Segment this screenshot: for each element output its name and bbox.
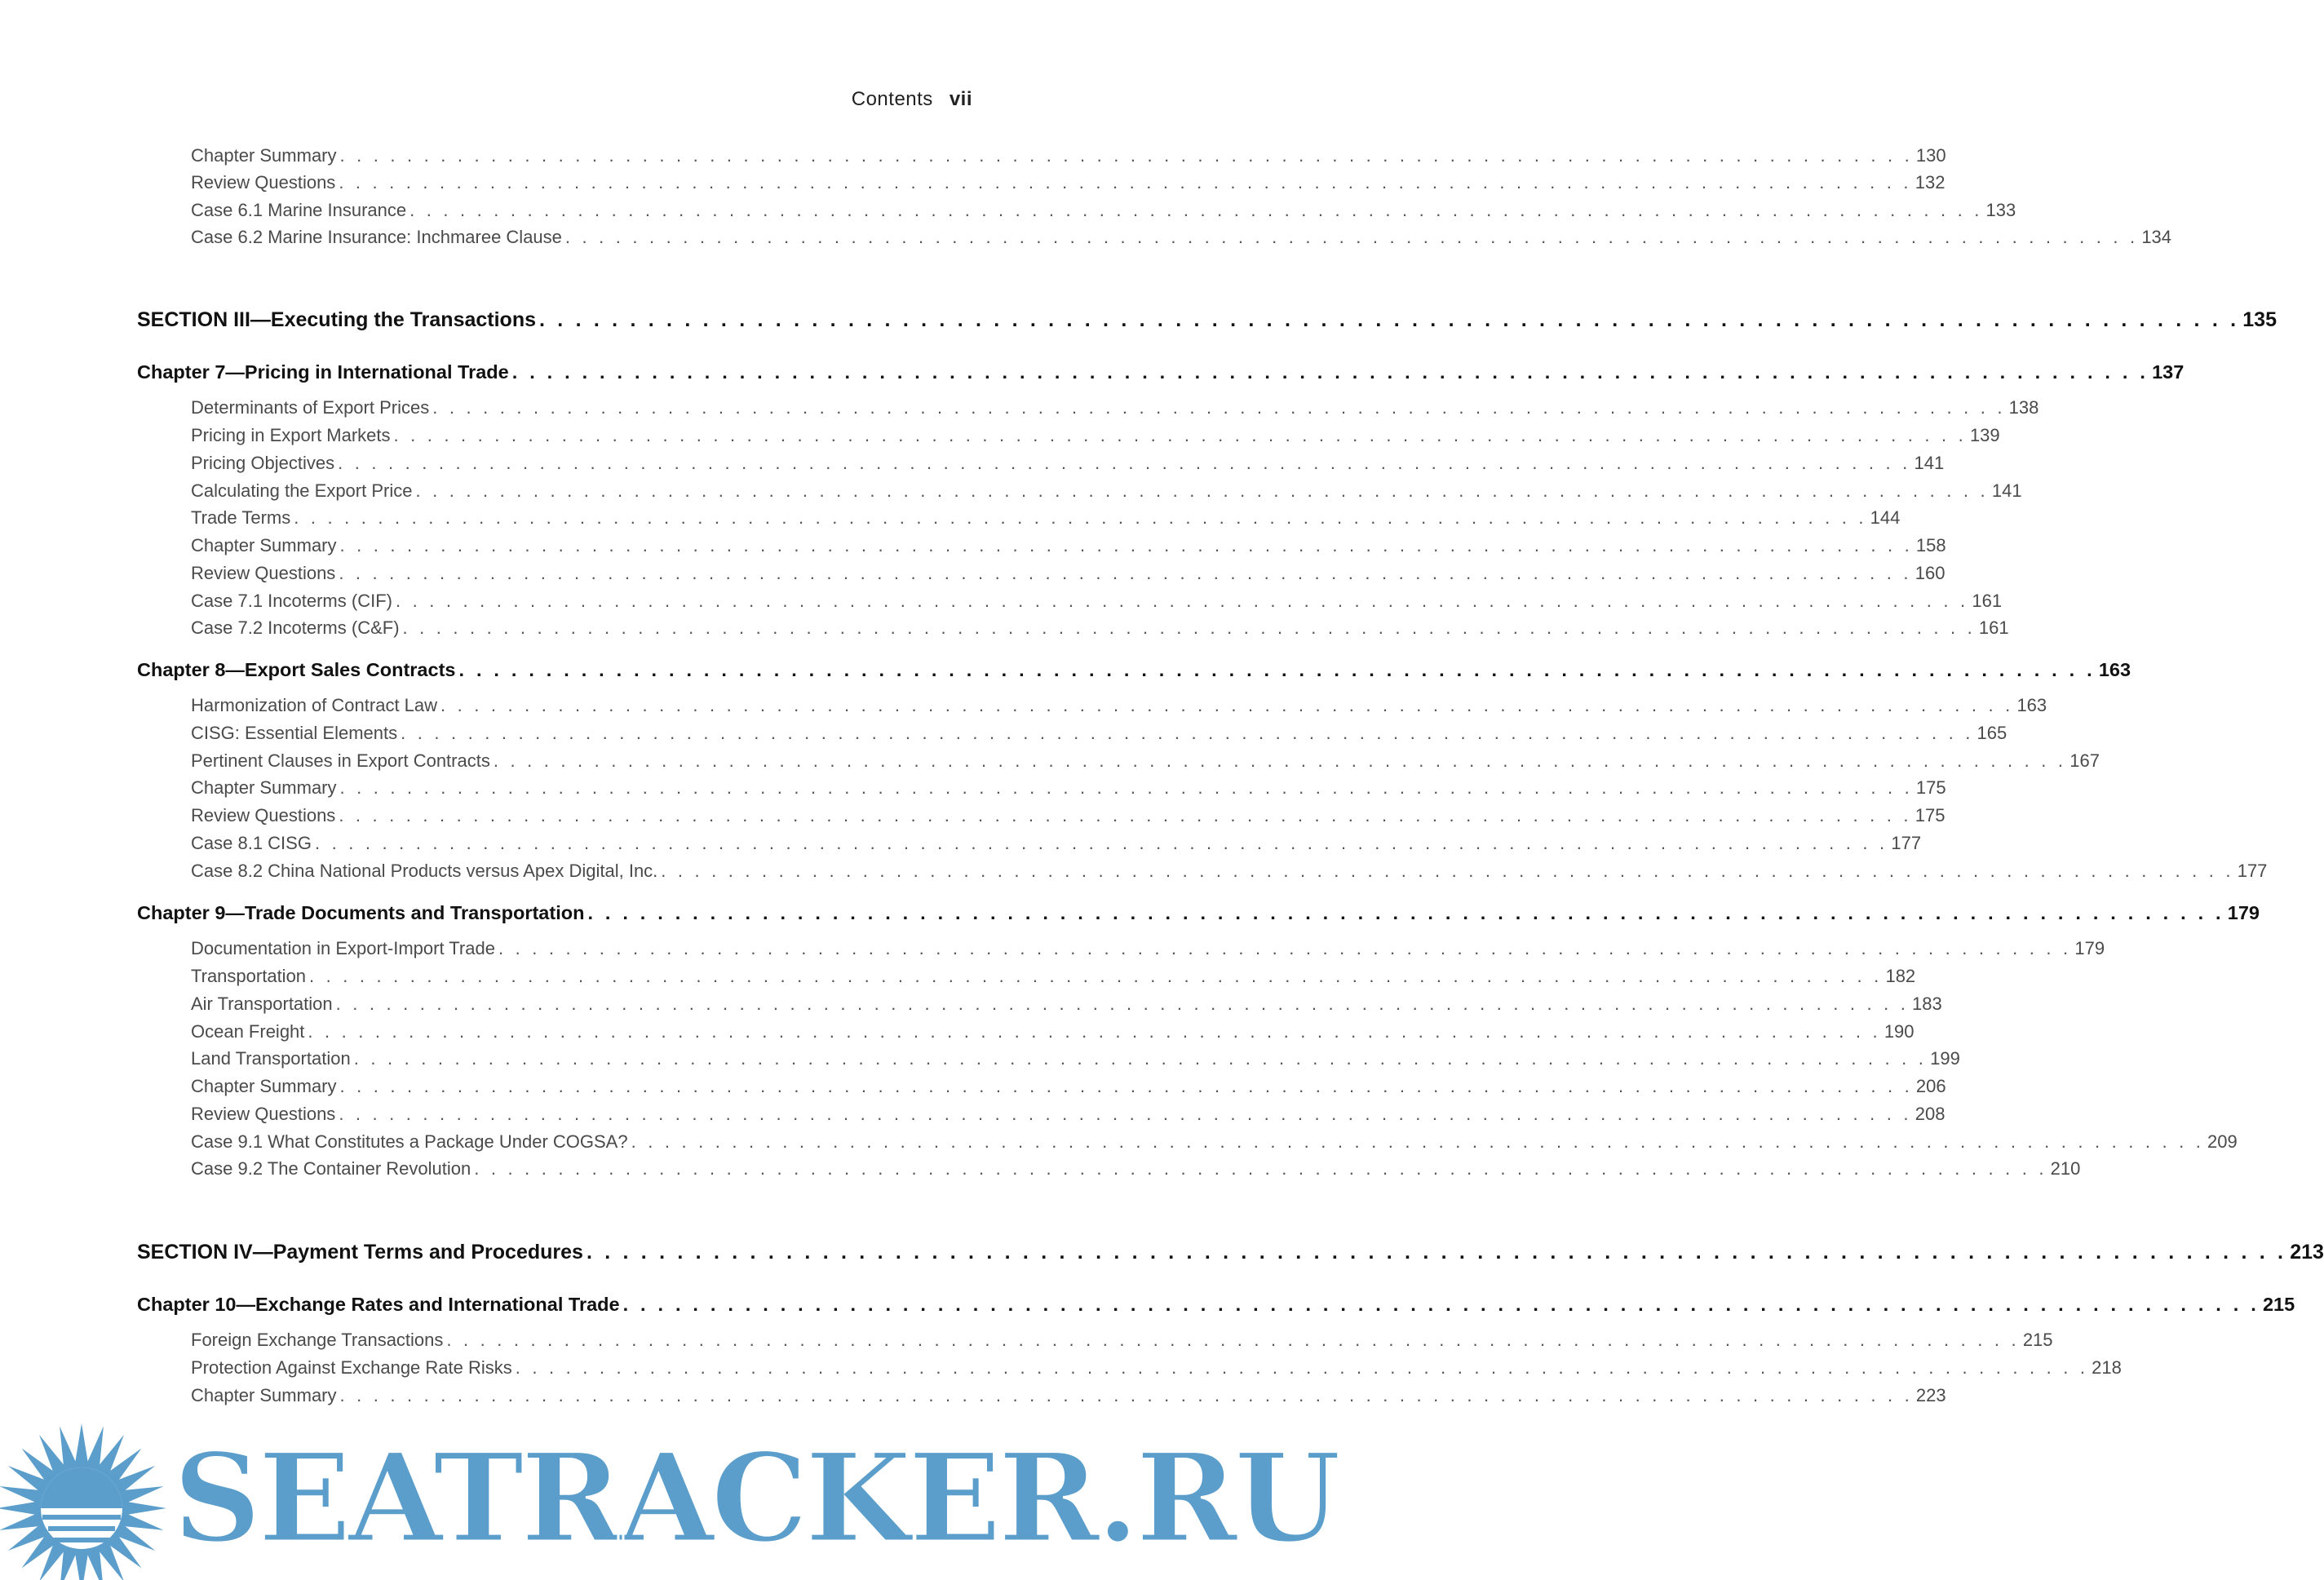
toc-entry (137, 453, 1945, 474)
toc-title: Land Transportation (191, 1048, 351, 1069)
dot-leader (661, 861, 2233, 882)
toc-title: Harmonization of Contract Law (191, 695, 438, 715)
toc-title: Pertinent Clauses in Export Contracts (191, 750, 490, 771)
dot-leader (494, 750, 2066, 772)
toc-title: Chapter Summary (191, 777, 337, 798)
toc-page-number: 213 (2290, 1241, 2324, 1264)
toc-entry (137, 397, 2039, 418)
toc-page-number: 208 (1915, 1104, 1946, 1124)
dot-leader (516, 1357, 2088, 1379)
toc-title: Review Questions (191, 563, 336, 583)
toc-entry (137, 1021, 1915, 1042)
header-label: Contents (851, 88, 933, 110)
dot-leader (623, 1294, 2260, 1316)
toc-entry (137, 1104, 1946, 1125)
toc-page-number: 206 (1915, 1076, 1946, 1096)
toc-page-number: 179 (2227, 902, 2260, 923)
toc-page-number: 161 (1972, 591, 2003, 611)
toc-chapter (137, 361, 2185, 383)
toc-page-number: 218 (2092, 1357, 2122, 1378)
toc-entry (137, 591, 2003, 612)
toc-title: Chapter Summary (191, 1076, 337, 1096)
toc-entry (137, 1330, 2053, 1351)
dot-leader (340, 1385, 1913, 1406)
toc-title (137, 308, 539, 332)
toc-page-number: 177 (2237, 861, 2268, 881)
dot-leader (309, 966, 1882, 987)
toc-entry (137, 723, 2007, 744)
toc-entry (137, 227, 2172, 248)
toc-entry (137, 1076, 1946, 1097)
watermark-text: SEATRACKER.RU (173, 1427, 1338, 1570)
toc-title: Pricing in Export Markets (191, 425, 391, 445)
toc-entry (137, 617, 2009, 639)
toc-title: Case 8.2 China National Products versus Apex Digital, Inc. (191, 861, 658, 881)
toc-page-number: 167 (2069, 750, 2100, 771)
toc-title: Chapter Summary (191, 535, 337, 555)
dot-leader (565, 227, 2138, 248)
dot-leader (294, 507, 1866, 529)
toc-title: Documentation in Export-Import Trade (191, 938, 495, 958)
dot-leader (432, 397, 2005, 418)
dot-leader (396, 591, 1968, 612)
dot-leader (315, 833, 1888, 854)
toc-title: Review Questions (191, 172, 336, 193)
toc-entry (137, 200, 2016, 221)
dot-leader (631, 1131, 2204, 1153)
toc-title: Chapter 9—Trade Documents and Transportation (137, 902, 585, 923)
dot-leader (340, 145, 1913, 166)
toc-title: Case 7.1 Incoterms (CIF) (191, 591, 392, 611)
toc-entry (137, 695, 2047, 716)
toc-entry (137, 535, 1946, 556)
toc-section (137, 308, 2277, 332)
toc-entry (137, 480, 2022, 502)
toc-page-number: 165 (1977, 723, 2007, 743)
toc-title: Air Transportation (191, 994, 333, 1014)
dot-leader (440, 695, 2013, 716)
toc-page-number: 161 (1978, 617, 2009, 638)
toc-title: Case 9.2 The Container Revolution (191, 1158, 471, 1179)
toc-page-number: 209 (2207, 1131, 2238, 1152)
toc-page-number: 223 (1915, 1385, 1946, 1405)
toc-page-number: 199 (1930, 1048, 1960, 1069)
toc-entry (137, 1048, 1960, 1069)
dot-leader (539, 308, 2239, 332)
toc-page-number: 215 (2022, 1330, 2053, 1350)
toc-page-number: 163 (2016, 695, 2047, 715)
dot-leader (409, 200, 1982, 221)
header-page-number: vii (949, 88, 972, 110)
toc-entry (137, 145, 1946, 166)
toc-page-number: 144 (1870, 507, 1901, 528)
toc-entry (137, 1385, 1946, 1406)
toc-page-number: 163 (2098, 659, 2131, 680)
toc-page-number: 141 (1914, 453, 1945, 473)
toc-title: Calculating the Export Price (191, 480, 413, 501)
dot-leader (339, 1104, 1911, 1125)
toc-title: CISG: Essential Elements (191, 723, 398, 743)
dot-leader (340, 535, 1913, 556)
toc-page-number: 160 (1915, 563, 1946, 583)
dot-leader (308, 1021, 1880, 1042)
toc-title: Trade Terms (191, 507, 291, 528)
toc-entry (137, 172, 1946, 193)
dot-leader (403, 617, 1976, 639)
toc-entry (137, 777, 1946, 799)
toc-page-number: 175 (1915, 777, 1946, 798)
toc-page-number: 183 (1912, 994, 1942, 1014)
dot-leader (338, 453, 1910, 474)
toc-entry (137, 750, 2100, 772)
toc-entry (137, 425, 2000, 446)
toc-title: Foreign Exchange Transactions (191, 1330, 444, 1350)
toc-title: Chapter 7—Pricing in International Trade (137, 361, 509, 383)
dot-leader (587, 1241, 2286, 1264)
toc-page-number: 190 (1884, 1021, 1915, 1042)
toc-chapter (137, 1294, 2295, 1316)
toc-page-number: 179 (2074, 938, 2105, 958)
toc-entry (137, 1158, 2081, 1179)
toc-title: Chapter Summary (191, 145, 337, 166)
toc-page-number: 134 (2141, 227, 2172, 247)
toc-title: Pricing Objectives (191, 453, 335, 473)
toc-page-number: 175 (1915, 805, 1946, 825)
dot-leader (587, 902, 2224, 924)
toc-page-number: 158 (1915, 535, 1946, 555)
toc-page-number: 137 (2152, 361, 2185, 383)
toc-chapter (137, 902, 2260, 924)
toc-page-number: 141 (1991, 480, 2022, 501)
toc-title (137, 1241, 587, 1264)
toc-chapter (137, 659, 2131, 681)
dot-leader (474, 1158, 2047, 1179)
dot-leader (339, 563, 1911, 584)
toc-title: Case 8.1 CISG (191, 833, 312, 853)
dot-leader (354, 1048, 1927, 1069)
toc-section (137, 1241, 2324, 1264)
toc-entry (137, 1357, 2122, 1379)
toc-page-number: 210 (2050, 1158, 2081, 1179)
running-header (852, 88, 972, 111)
toc-entry (137, 1131, 2238, 1153)
toc-page-number: 182 (1885, 966, 1916, 986)
toc-title: Ocean Freight (191, 1021, 305, 1042)
toc-page-number: 132 (1915, 172, 1946, 193)
section-label: SECTION IV (137, 1241, 253, 1264)
dot-leader (446, 1330, 2019, 1351)
dot-leader (394, 425, 1967, 446)
toc-title: Case 6.1 Marine Insurance (191, 200, 407, 220)
dot-leader (339, 805, 1911, 826)
dot-leader (415, 480, 1988, 502)
toc-title: Determinants of Export Prices (191, 397, 430, 418)
toc-title: Chapter 10—Exchange Rates and International Trade (137, 1294, 620, 1315)
section-label: SECTION III (137, 308, 250, 331)
dot-leader (401, 723, 1973, 744)
toc-entry (137, 805, 1946, 826)
toc-page-number: 130 (1915, 145, 1946, 166)
toc-entry (137, 861, 2268, 882)
toc-entry (137, 563, 1946, 584)
dot-leader (498, 938, 2071, 959)
toc-title: Review Questions (191, 805, 336, 825)
toc-entry (137, 833, 1922, 854)
dot-leader (339, 172, 1911, 193)
toc-title: Case 6.2 Marine Insurance: Inchmaree Clause (191, 227, 562, 247)
toc-page-number: 139 (1969, 425, 2000, 445)
dot-leader (336, 994, 1909, 1015)
toc-title: Chapter 8—Export Sales Contracts (137, 659, 456, 680)
toc-entry (137, 966, 1916, 987)
toc-title: Chapter Summary (191, 1385, 337, 1405)
toc-page-number: 177 (1891, 833, 1922, 853)
section-title: —Payment Terms and Procedures (252, 1241, 583, 1264)
toc-title: Case 9.1 What Constitutes a Package Under COGSA? (191, 1131, 628, 1152)
dot-leader (458, 659, 2095, 681)
dot-leader (340, 777, 1913, 799)
dot-leader (340, 1076, 1913, 1097)
toc-page-number: 135 (2242, 308, 2277, 331)
toc-page-number: 133 (1985, 200, 2016, 220)
toc-page-number: 138 (2008, 397, 2039, 418)
toc-entry (137, 507, 1901, 529)
toc-page-number: 215 (2262, 1294, 2295, 1315)
toc-title: Review Questions (191, 1104, 336, 1124)
toc-entry (137, 994, 1942, 1015)
dot-leader (512, 361, 2149, 383)
toc-title: Case 7.2 Incoterms (C&F) (191, 617, 400, 638)
section-title: —Executing the Transactions (250, 308, 536, 331)
toc-title: Protection Against Exchange Rate Risks (191, 1357, 512, 1378)
toc-entry (137, 938, 2105, 959)
toc-title: Transportation (191, 966, 307, 986)
